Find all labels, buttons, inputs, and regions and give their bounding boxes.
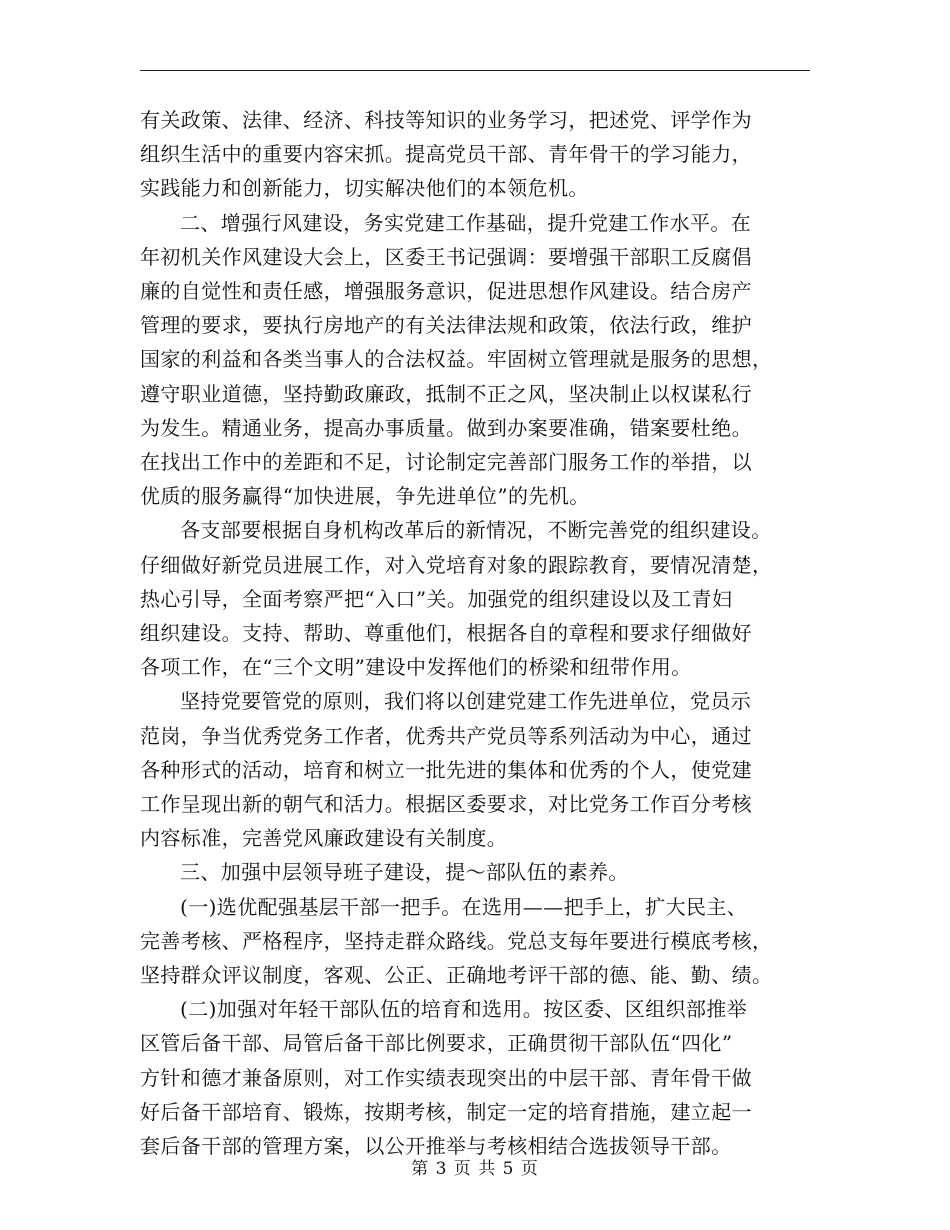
paragraph [140,684,812,855]
text-line: 组织建设。支持、帮助、尊重他们，根据各自的章程和要求仔细做好 [140,621,752,646]
text-line: 各种形式的活动，培育和树立一批先进的集体和优秀的个人，使党建 [140,757,752,782]
section-heading [140,855,812,889]
text-line: 方针和德才兼备原则，对工作实绩表现突出的中层干部、青年骨干做 [140,1065,752,1090]
text-line: 完善考核、严格程序，坚持走群众路线。党总支每年要进行模底考核， [140,928,773,953]
text-line: 好后备干部培育、锻炼，按期考核，制定一定的培育措施，建立起一 [140,1099,752,1124]
text-line: 在找出工作中的差距和不足，讨论制定完善部门服务工作的举措，以 [140,450,752,475]
text-line: 仔细做好新党员进展工作，对入党培育对象的跟踪教育，要情况清楚， [140,552,773,577]
paragraph [140,206,812,514]
text-line: 各支部要根据自身机构改革后的新情况，不断完善党的组织建设。 [180,518,772,543]
paragraph [140,103,812,206]
text-line: 国家的利益和各类当事人的合法权益。牢固树立管理就是服务的思想， [140,347,773,372]
text-line: 坚持群众评议制度，客观、公正、正确地考评干部的德、能、勤、绩。 [140,963,773,988]
text-line: 区管后备干部、局管后备干部比例要求，正确贯彻干部队伍“四化” [140,1031,733,1056]
text-line: 为发生。精通业务，提高办事质量。做到办案要准确，错案要杜绝。 [140,415,752,440]
text-line: 套后备干部的管理方案，以公开推举与考核相结合选拔领导干部。 [140,1134,732,1159]
paragraph [140,513,812,684]
page-number-footer: 第 3 页 共 5 页 [411,1159,539,1179]
text-line: 内容标准，完善党风廉政建设有关制度。 [140,826,508,851]
header-rule [140,70,810,71]
text-line: 廉的自觉性和责任感，增强服务意识，促进思想作风建设。结合房产 [140,279,752,304]
text-line: 优质的服务赢得“加快进展，争先进单位”的先机。 [140,484,590,509]
text-line: 年初机关作风建设大会上，区委王书记强调：要增强干部职工反腐倡 [140,244,752,269]
text-line: 坚持党要管党的原则，我们将以创建党建工作先进单位，党员示 [180,689,752,714]
paragraph [140,992,812,1163]
text-line: 管理的要求，要执行房地产的有关法律法规和政策，依法行政，维护 [140,313,752,338]
text-line: (二)加强对年轻干部队伍的培育和选用。按区委、区组织部推举 [180,997,748,1022]
text-line: 工作呈现出新的朝气和活力。根据区委要求，对比党务工作百分考核 [140,792,752,817]
text-line: 组织生活中的重要内容宋抓。提高党员干部、青年骨干的学习能力， [140,142,752,167]
text-line: (一)选优配强基层干部一把手。在选用——把手上，扩大民主、 [180,894,748,919]
paragraph [140,890,812,993]
document-body [140,103,812,1163]
text-line: 有关政策、法律、经济、科技等知识的业务学习，把述党、评学作为 [140,108,752,132]
text-line: 实践能力和创新能力，切实解决他们的本领危机。 [140,176,589,201]
text-line: 三、加强中层领导班子建设，提～部队伍的素养。 [180,860,629,885]
text-line: 热心引导，全面考察严把“入口”关。加强党的组织建设以及工青妇 [140,586,733,611]
text-line: 二、增强行风建设，务实党建工作基础，提升党建工作水平。在 [180,210,752,235]
text-line: 遵守职业道德，坚持勤政廉政，抵制不正之风，坚决制止以权谋私行 [140,381,752,406]
text-line: 各项工作，在“三个文明”建设中发挥他们的桥梁和纽带作用。 [140,655,692,680]
text-line: 范岗，争当优秀党务工作者，优秀共产党员等系列活动为中心，通过 [140,723,752,748]
